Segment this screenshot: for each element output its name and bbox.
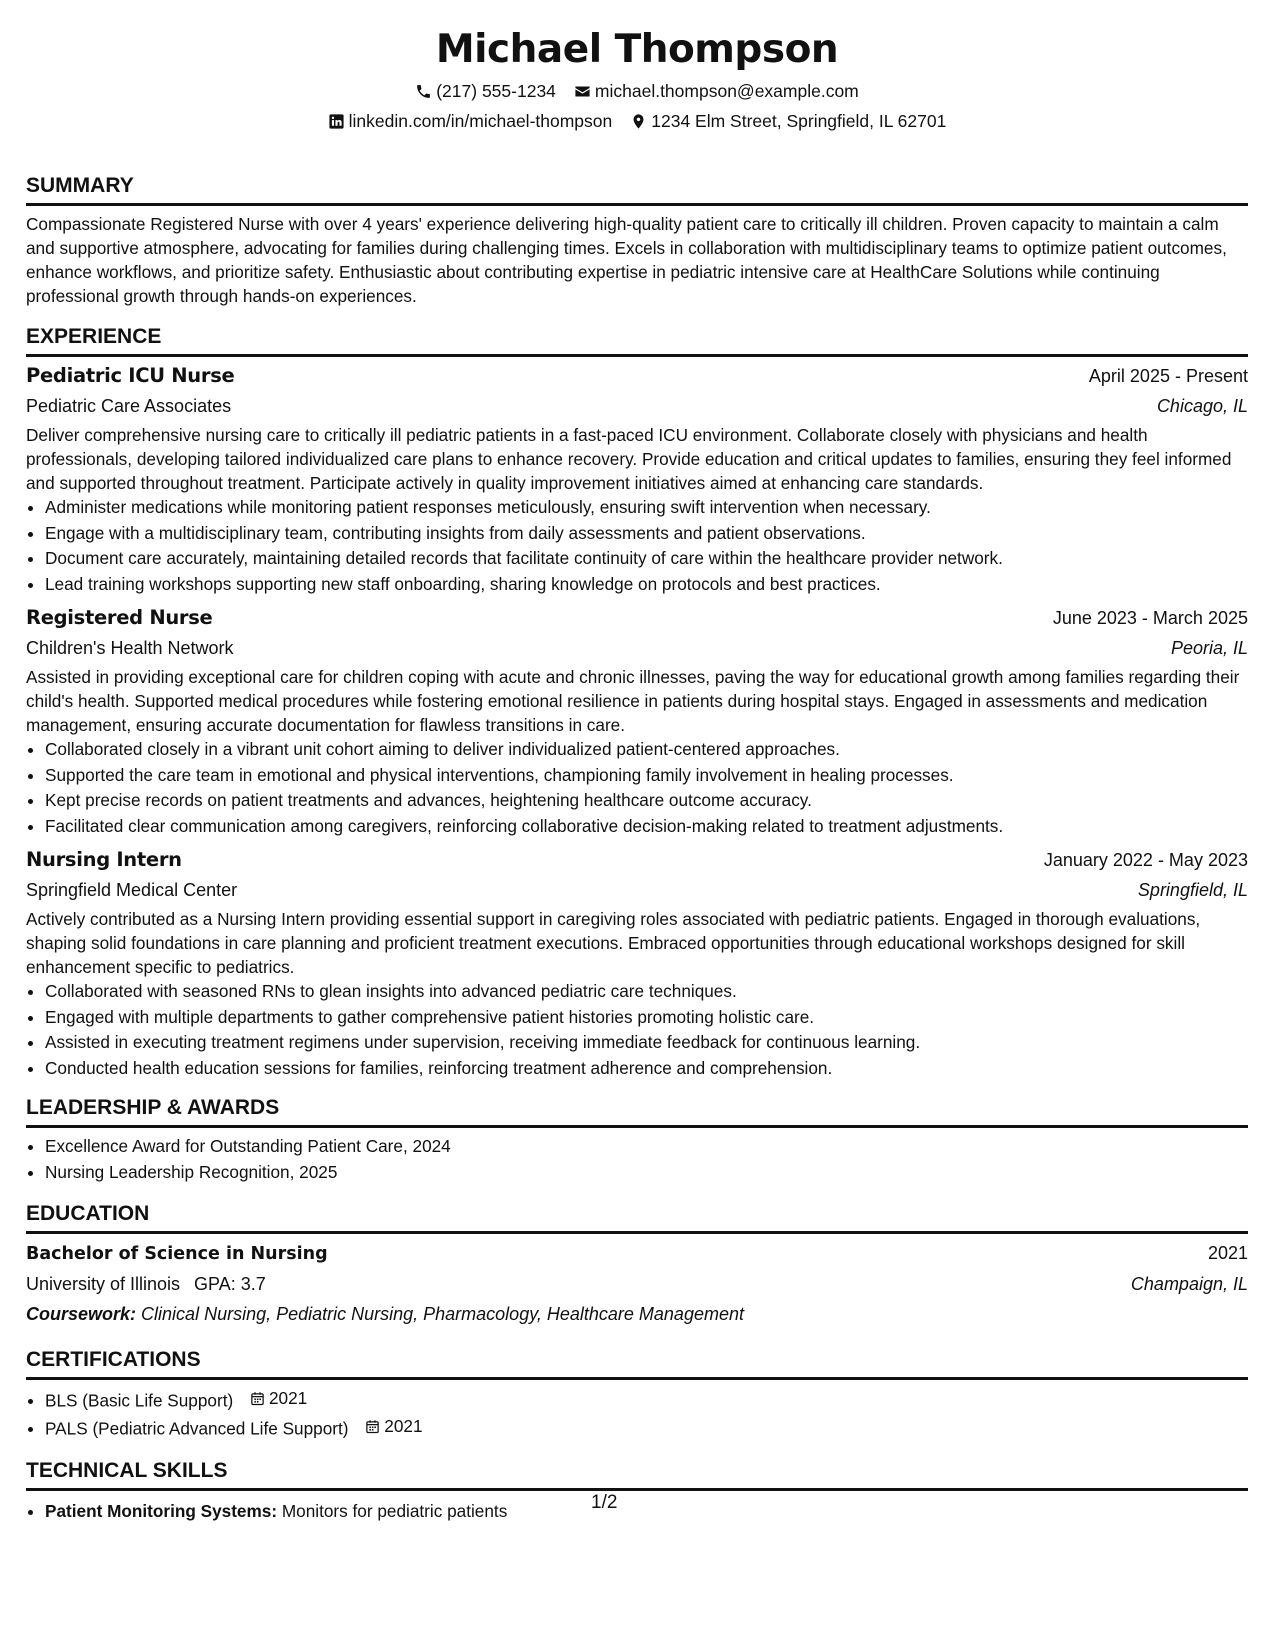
job-subheader bbox=[26, 391, 1248, 421]
list-item: • Conducted health education sessions for families, reinforcing treatment adherence and comprehension. bbox=[45, 1056, 1248, 1082]
job-dates: April 2025 - Present bbox=[1088, 366, 1248, 386]
resume-page bbox=[26, 0, 1248, 1524]
cert-name: PALS (Pediatric Advanced Life Support) bbox=[45, 1418, 349, 1438]
calendar-icon bbox=[365, 1419, 380, 1434]
coursework-list: Clinical Nursing, Pediatric Nursing, Pharmacology, Healthcare Management bbox=[141, 1304, 744, 1324]
leadership-section bbox=[26, 1095, 1248, 1185]
section-heading: EXPERIENCE bbox=[26, 324, 1248, 357]
job-description: Actively contributed as a Nursing Intern providing essential support in caregiving roles associated with pediatric patients. Engaged in thorough evaluations, shaping solid foundations in care planning and proficient treatment executions. Embraced opportunities through educational workshops designed for skill enhancement specific to pediatrics. bbox=[26, 909, 1201, 977]
coursework-label: Coursework: bbox=[26, 1304, 137, 1324]
phone-contact bbox=[415, 79, 556, 103]
job-header bbox=[26, 361, 1248, 391]
cert-year: 2021 bbox=[268, 1388, 308, 1408]
job-title: Pediatric ICU Nurse bbox=[26, 364, 235, 387]
phone-icon bbox=[415, 83, 432, 100]
job-location: Peoria, IL bbox=[1170, 638, 1248, 658]
list-item bbox=[45, 1499, 1248, 1525]
contact-row-2 bbox=[26, 109, 1248, 133]
graduation-year: 2021 bbox=[1207, 1243, 1248, 1263]
list-item: • Document care accurately, maintaining detailed records that facilitate continuity of care within the healthcare provider network. bbox=[45, 546, 1248, 572]
location-pin-icon bbox=[630, 113, 647, 130]
contact-row-1 bbox=[26, 79, 1248, 103]
list-item: • Engaged with multiple departments to gather comprehensive patient histories promoting holistic care. bbox=[45, 1005, 1248, 1031]
education-subheader bbox=[26, 1269, 1248, 1299]
coursework bbox=[26, 1299, 1248, 1329]
list-item bbox=[45, 1414, 1248, 1442]
school-info bbox=[26, 1269, 266, 1299]
list-item: • Supported the care team in emotional and physical interventions, championing family involvement in healing processes. bbox=[45, 763, 1248, 789]
list-item: • Administer medications while monitoring patient responses meticulously, ensuring swift intervention when necessary. bbox=[45, 495, 1248, 521]
job-header bbox=[26, 603, 1248, 633]
gpa: GPA: 3.7 bbox=[194, 1274, 266, 1294]
cert-date bbox=[365, 1414, 422, 1440]
section-heading: CERTIFICATIONS bbox=[26, 1347, 1248, 1380]
skill-label: Patient Monitoring Systems: bbox=[45, 1500, 278, 1521]
awards-list bbox=[26, 1134, 1248, 1185]
list-item: • Nursing Leadership Recognition, 2025 bbox=[45, 1160, 1248, 1186]
experience-section bbox=[26, 324, 1248, 1081]
job-dates: January 2022 - May 2023 bbox=[1043, 850, 1248, 870]
cert-date bbox=[250, 1386, 307, 1412]
job-title: Registered Nurse bbox=[26, 606, 213, 629]
calendar-icon bbox=[250, 1391, 265, 1406]
list-item: • Collaborated with seasoned RNs to glean insights into advanced pediatric care techniques. bbox=[45, 979, 1248, 1005]
candidate-name: Michael Thompson bbox=[435, 27, 839, 72]
job-dates: June 2023 - March 2025 bbox=[1052, 608, 1248, 628]
job-entry bbox=[26, 603, 1248, 839]
phone-number: (217) 555-1234 bbox=[436, 81, 556, 101]
list-item: • Lead training workshops supporting new staff onboarding, sharing knowledge on protocols and best practices. bbox=[45, 572, 1248, 598]
skills-section bbox=[26, 1458, 1248, 1525]
education-header bbox=[26, 1238, 1248, 1269]
job-company: Springfield Medical Center bbox=[26, 880, 238, 900]
linkedin-url[interactable]: linkedin.com/in/michael-thompson bbox=[348, 111, 613, 131]
section-heading: TECHNICAL SKILLS bbox=[26, 1458, 1248, 1491]
skills-list bbox=[26, 1499, 1248, 1525]
list-item: • Facilitated clear communication among caregivers, reinforcing collaborative decision-making related to treatment adjustments. bbox=[45, 814, 1248, 840]
job-subheader bbox=[26, 633, 1248, 663]
email-contact[interactable] bbox=[574, 79, 859, 103]
job-description: Assisted in providing exceptional care for children coping with acute and chronic illnesses, paving the way for educational growth among families regarding their child's health. Supported medical procedures while fostering emotional resilience in patients during hospital stays. Engaged in assessments and medication management, ensuring accurate documentation for flawless transitions in care. bbox=[26, 667, 1240, 735]
list-item: • Excellence Award for Outstanding Patient Care, 2024 bbox=[45, 1134, 1248, 1160]
cert-name: BLS (Basic Life Support) bbox=[45, 1390, 234, 1411]
list-item bbox=[45, 1386, 1248, 1414]
school-location: Champaign, IL bbox=[1130, 1274, 1248, 1294]
summary-text: Compassionate Registered Nurse with over 4 years' experience delivering high-quality patient care to critically ill children. Proven capacity to maintain a calm and supportive atmosphere, advocating for families during challenging times. Excels in collaboration with multidisciplinary teams to optimize patient outcomes, enhance workflows, and prioritize safety. Enthusiastic about contributing expertise in pediatric intensive care at HealthCare Solutions while continuing professional growth through hands-on experiences. bbox=[26, 214, 1227, 306]
list-item: • Engage with a multidisciplinary team, contributing insights from daily assessments and patient observations. bbox=[45, 521, 1248, 547]
job-bullets bbox=[26, 495, 1248, 597]
section-heading: LEADERSHIP & AWARDS bbox=[26, 1095, 1248, 1128]
job-entry bbox=[26, 361, 1248, 597]
page-number: 1/2 bbox=[591, 1492, 618, 1513]
job-location: Chicago, IL bbox=[1156, 396, 1248, 416]
job-company: Pediatric Care Associates bbox=[26, 396, 232, 416]
job-title: Nursing Intern bbox=[26, 848, 182, 871]
education-section bbox=[26, 1201, 1248, 1329]
job-company: Children's Health Network bbox=[26, 638, 234, 658]
job-header bbox=[26, 845, 1248, 875]
list-item: • Collaborated closely in a vibrant unit cohort aiming to deliver individualized patient-centered approaches. bbox=[45, 737, 1248, 763]
home-address: 1234 Elm Street, Springfield, IL 62701 bbox=[651, 111, 947, 131]
job-entry bbox=[26, 845, 1248, 1081]
school-name: University of Illinois bbox=[26, 1274, 181, 1294]
certifications-section bbox=[26, 1347, 1248, 1442]
list-item: • Kept precise records on patient treatments and advances, heightening healthcare outcome accuracy. bbox=[45, 788, 1248, 814]
job-bullets bbox=[26, 737, 1248, 839]
skill-text: Monitors for pediatric patients bbox=[281, 1500, 508, 1521]
email-address[interactable]: michael.thompson@example.com bbox=[594, 81, 859, 101]
job-location: Springfield, IL bbox=[1137, 880, 1248, 900]
cert-year: 2021 bbox=[384, 1415, 423, 1436]
job-bullets bbox=[26, 979, 1248, 1081]
degree-title: Bachelor of Science in Nursing bbox=[26, 1244, 328, 1264]
certifications-list bbox=[26, 1386, 1248, 1442]
envelope-icon bbox=[574, 83, 591, 100]
job-subheader bbox=[26, 875, 1248, 905]
linkedin-icon bbox=[328, 113, 345, 130]
address-contact bbox=[630, 109, 946, 133]
section-heading: EDUCATION bbox=[26, 1201, 1248, 1234]
list-item: • Assisted in executing treatment regimens under supervision, receiving immediate feedback for continuous learning. bbox=[45, 1030, 1248, 1056]
linkedin-contact[interactable] bbox=[328, 109, 613, 133]
section-heading: SUMMARY bbox=[26, 173, 1248, 206]
job-description: Deliver comprehensive nursing care to critically ill pediatric patients in a fast-paced ICU environment. Collaborate closely with physicians and health professionals, developing tailored individualized care plans to enhance recovery. Provide education and critical updates to families, ensuring they feel informed and supported throughout treatment. Participate actively in quality improvement initiatives aimed at enhancing care standards. bbox=[26, 425, 1232, 493]
summary-section bbox=[26, 173, 1248, 308]
